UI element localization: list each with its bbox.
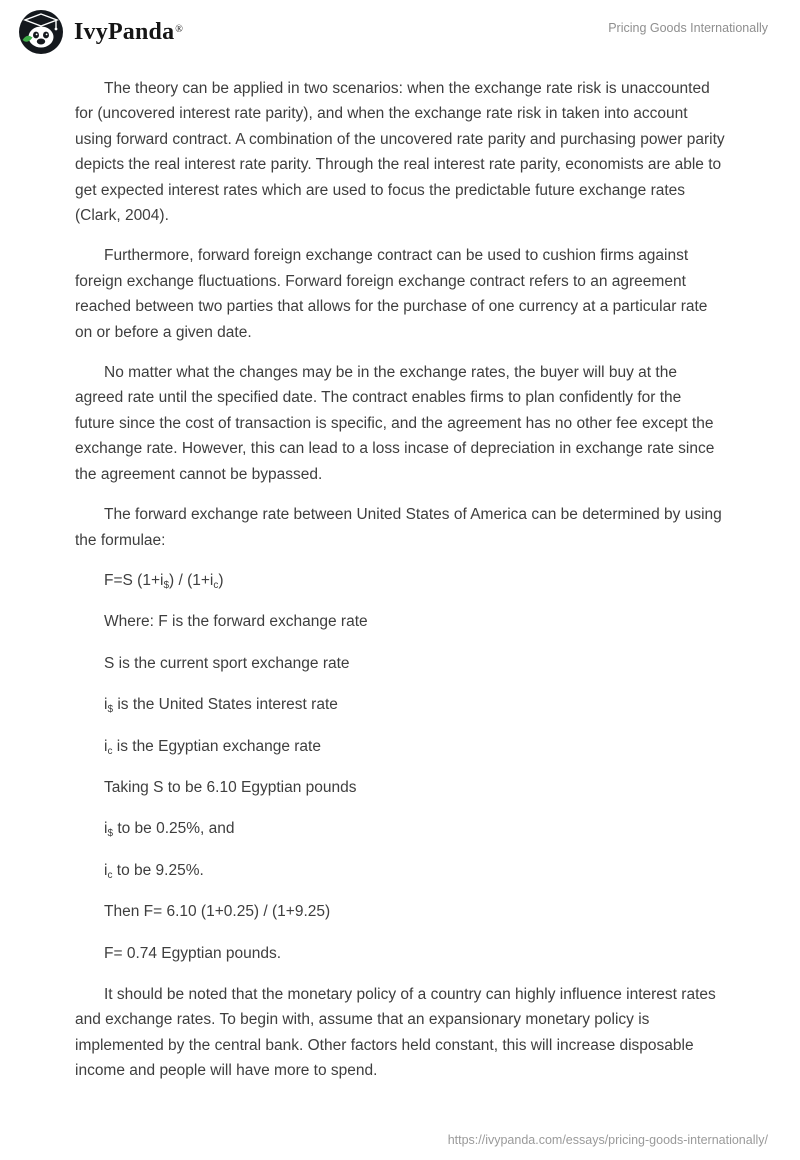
document-title: Pricing Goods Internationally [608,21,768,35]
paragraph-forward-contract: Furthermore, forward foreign exchange contract can be used to cushion firms against foreign exchange fluctuations. Forward foreign exchange contract refers to an agreement reached between two parties that allows for the purchase of one currency at a particular rate on or before a given date. [75,247,708,341]
paragraph-theory-scenarios: The theory can be applied in two scenarios: when the exchange rate risk is unaccounted for (uncovered interest rate parity), and when the exchange rate risk in taken into account using forward contract. A combination of the uncovered rate parity and purchasing power parity depicts the real interest rate parity. Through the real interest rate parity, economists are able to get expected interest rates which are used to focus the predictable future exchange rates (Clark, 2004). [75,80,725,225]
formula-segment: is the United States interest rate [113,696,338,714]
formula-line-equation [75,568,725,593]
brand-name [74,19,183,46]
source-url-link[interactable]: https://ivypanda.com/essays/pricing-goods-internationally/ [447,1133,768,1147]
formula-segment: to be 9.25%. [112,861,204,879]
formula-line-us-rate [75,692,725,717]
formula-segment: i [104,861,108,879]
paragraph-monetary-policy: It should be noted that the monetary policy of a country can highly influence interest rates and exchange rates. To begin with, assume that an expansionary monetary policy is implemented by the central bank. Other factors held constant, this will increase disposable income and people will have more to spend. [75,985,716,1080]
ivypanda-logo-icon [18,9,64,55]
formula-segment: is the Egyptian exchange rate [112,737,321,755]
formula-line-spot: S is the current sport exchange rate [104,654,350,672]
brand [18,9,183,55]
formula-segment: i [104,696,108,714]
formula-segment: ) [218,571,224,589]
registered-mark: ® [175,24,183,36]
formula-subscript: c [213,579,219,591]
formula-line-egypt-value [75,858,725,883]
formula-subscript: c [107,745,113,757]
formula-segment: ) / (1+i [169,571,214,589]
formula-line-result: F= 0.74 Egyptian pounds. [104,944,282,962]
brand-name-text: IvyPanda [74,18,175,45]
paragraph-agreed-rate: No matter what the changes may be in the exchange rates, the buyer will buy at the agreed rate until the specified date. The contract enables firms to plan confidently for the future since the cost of transaction is specific, and the agreement has no other fee except the exchange rate. However, this can lead to a loss incase of depreciation in exchange rate since the agreement cannot be bypassed. [75,364,715,483]
formula-segment: to be 0.25%, and [113,820,235,838]
formula-line-egypt-rate [75,734,725,759]
formula-line-us-value [75,816,725,841]
formula-line-taking-s: Taking S to be 6.10 Egyptian pounds [104,778,357,796]
formula-segment: F=S (1+i [104,571,164,589]
formula-line-computation: Then F= 6.10 (1+0.25) / (1+9.25) [104,903,331,921]
formula-subscript: $ [163,579,170,591]
formula-subscript: $ [107,828,114,840]
formula-line-where: Where: F is the forward exchange rate [104,613,368,631]
essay-content [0,64,800,1084]
page-header [0,0,800,64]
formula-segment: i [104,820,108,838]
formula-subscript: c [107,869,113,881]
paragraph-formula-intro: The forward exchange rate between United States of America can be determined by using the formulae: [75,506,722,549]
formula-segment: i [104,737,108,755]
formula-subscript: $ [107,704,114,716]
